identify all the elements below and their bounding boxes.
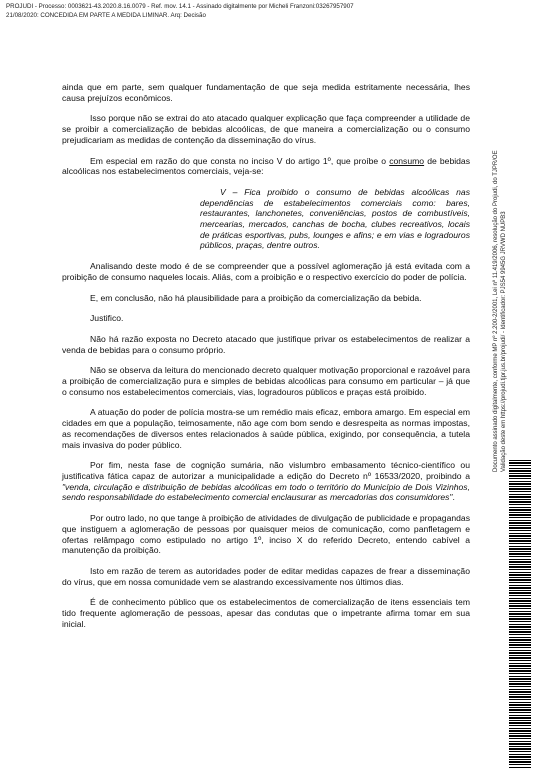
paragraph-3-text-a: Em especial em razão do que consta no inciso V do artigo 1º, que proíbe o <box>90 155 390 166</box>
paragraph-5: E, em conclusão, não há plausibilidade para a proibição da comercialização da bebida. <box>90 292 422 303</box>
paragraph-2: Isso porque não se extrai do ato atacado qualquer explicação que faça compreender a utilidade de se proibir a comercialização de bebidas alcoólicas, de que maneira a comercialização ou o consumo prejudicariam as medidas de contenção da disseminação do vírus. <box>62 113 470 145</box>
underlined-word: consumo <box>389 155 425 166</box>
paragraph-3-text-b: de bebidas alcoólicas nos estabelecimentos comerciais, veja-se: <box>62 155 470 177</box>
document-body <box>62 82 470 639</box>
paragraph-10-text-b: . <box>452 492 455 503</box>
paragraph-10 <box>62 460 470 503</box>
validation-line: Validação deste em https://projudi.tjpr.jus.br/projudi/ - Identificador: PJS54 9945G JRVWD NUPB3 <box>501 211 508 472</box>
paragraph-10-text-a: Por fim, nesta fase de cognição sumária, não vislumbro embasamento técnico-científico ou justificativa fática capaz de autorizar a municipalidade a edição do Decreto nº 16533/2020, proibindo a <box>62 460 470 481</box>
signature-sidebar <box>486 32 530 472</box>
header-decision-line: 21/08/2020: CONCEDIDA EM PARTE A MEDIDA LIMINAR. Arq: Decisão <box>6 11 206 19</box>
paragraph-7: Não há razão exposta no Decreto atacado que justifique privar os estabelecimentos de realizar a venda de bebidas para o consumo próprio. <box>62 333 470 355</box>
barcode <box>509 460 531 768</box>
paragraph-3 <box>62 156 470 177</box>
paragraph-13: É de conhecimento público que os estabelecimentos de comercialização de itens essenciais tem tido frequente aglomeração de pessoas, apesar das condutas que o impetrante afirma tomar em sua inicial. <box>62 597 470 629</box>
paragraph-12: Isto em razão de terem as autoridades poder de editar medidas capazes de frear a disseminação do vírus, que em nossa comunidade vem se alastrando excessivamente nos últimos dias. <box>62 565 470 587</box>
paragraph-9: A atuação do poder de polícia mostra-se um remédio mais eficaz, embora amargo. Em especial em cidades em que a população, teimosamente, não age com bom sendo e desrespeita as normas impostas, as recomendações de diversos entes relacionados à saúde pública, exigindo, por consequência, a tutela mais invasiva do poder público. <box>62 407 470 450</box>
signature-notice-line: Documento assinado digitalmente, conforme MP nº 2.200-2/2001, Lei nº 11.419/2006, resolução do Projudi, do TJPR/OE <box>493 150 499 472</box>
paragraph-11: Por outro lado, no que tange à proibição de atividades de divulgação de publicidade e propagandas que instiguem a aglomeração de pessoas por quaisquer meios de comunicação, como panfletagem e ofertas relâmpago como estipulado no artigo 1º, inciso X do referido Decreto, entendo cabível a manutenção da proibição. <box>62 513 470 556</box>
decree-quote: V – Fica proibido o consumo de bebidas alcoólicas nas dependências de estabelecimentos comerciais como: bares, restaurantes, lanchonetes, conveniências, postos de combustíveis, mercearias, mercados, canchas de bocha, clubes recreativos, locais de práticas esportivas, pubs, lounges e afins; e em vias e logradouros públicos, praças, dentre outros. <box>200 186 470 251</box>
paragraph-6: Justifico. <box>90 313 124 324</box>
signature-sidebar-text <box>492 32 509 472</box>
paragraph-10-citation: "venda, circulação e distribuição de bebidas alcoólicas em todo o território do Município de Dois Vizinhos, sendo responsabilidade do estabelecimento comercial enclausurar as mercadorias dos consumidores" <box>62 481 470 503</box>
document-header <box>6 3 354 20</box>
paragraph-4: Analisando deste modo é de se compreender que a possível aglomeração já está evitada com a proibição de consumo naqueles locais. Aliás, com a proibição e o respectivo exercício do poder de polícia. <box>62 261 470 282</box>
paragraph-8: Não se observa da leitura do mencionado decreto qualquer motivação proporcional e razoável para a proibição de comercialização pura e simples de bebidas alcoólicas para consumo em particular – já que o consumo nos estabelecimentos comerciais, vias, logradouros públicos e praças está proibido. <box>62 365 470 397</box>
header-process-line: PROJUDI - Processo: 0003621-43.2020.8.16.0079 - Ref. mov. 14.1 - Assinado digitalmente por Micheli Franzoni:03267957907 <box>6 3 354 10</box>
paragraph-1: ainda que em parte, sem qualquer fundamentação de que seja medida estritamente necessária, lhes causa prejuízos econômicos. <box>62 82 470 103</box>
